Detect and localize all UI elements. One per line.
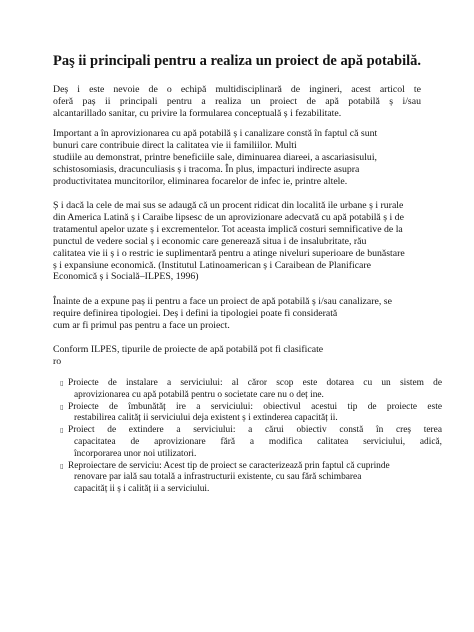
text-line: Deș i este nevoie de o echipă multidisciplinară de ingineri, acest articol te [53, 84, 421, 95]
paragraph-intro [53, 84, 421, 120]
paragraph-classification [53, 344, 421, 368]
paragraph-importance [53, 128, 421, 188]
text-line: încorporarea unor noi utilizatori. [74, 448, 197, 459]
text-line: Economică ș i Socială–ILPES, 1996) [53, 271, 199, 283]
list-item [60, 378, 442, 401]
text-line: Important a în aprovizionarea cu apă potabilă ș i canalizare constă în faptul că sunt [53, 128, 378, 139]
bullet-icon: ▯ [60, 402, 64, 411]
text-line: punctul de vedere social ș i economic care generează situa i de insalubritate, rău [53, 235, 367, 247]
text-line: Ș i dacă la cele de mai sus se adaugă că un procent ridicat din localită ile urbane ș i rurale [53, 200, 404, 211]
text-line: restabilirea calităț ii serviciului deja existent ș i extinderea capacităț ii. [74, 413, 338, 424]
text-line: renovare par ială sau totală a infrastructurii existente, cu sau fără schimbarea [74, 472, 362, 483]
list-item [60, 461, 442, 496]
text-line: studiile au demonstrat, printre beneficiile sale, diminuarea diareei, a ascariasisului, [53, 151, 377, 163]
project-types-list [60, 378, 442, 496]
text-line: calitatea vie ii ș i o restric ie suplimentară pentru a atinge niveluri superioare de bunăstare [53, 247, 405, 259]
paragraph-typology [53, 296, 421, 332]
text-line: require definirea tipologiei. Deș i defini ia tipologiei poate fi considerată [53, 307, 338, 319]
document-title: Paş ii principali pentru a realiza un proiect de apă potabilă. [53, 53, 422, 69]
text-line: alcantarillado sanitar, cu privire la formularea conceptuală ș i fezabilitate. [53, 107, 342, 119]
text-line: bunuri care contribuie direct la calitatea vie ii familiilor. Multi [53, 139, 297, 151]
text-line: din America Latină ș i Caraibe lipsesc de un aprovizionare adecvată cu apă potabilă ș i de [53, 211, 404, 223]
text-line: oferă paș ii principali pentru a realiza un proiect de apă potabilă ș i/sau [53, 95, 421, 107]
text-line: Conform ILPES, tipurile de proiecte de apă potabilă pot fi clasificate [53, 344, 324, 355]
text-line: productivitatea muncitorilor, eliminarea focarelor de infec ie, printre altele. [53, 175, 348, 187]
text-line: Proiecte de îmbunătăț ire a serviciului: obiectivul acestui tip de proiecte este [68, 401, 442, 412]
text-line: Reproiectare de serviciu: Acest tip de proiect se caracterizează prin faptul că cuprinde [68, 460, 390, 471]
list-item [60, 402, 442, 425]
text-line: Proiect de extindere a serviciului: a cărui obiectiv constă în creș terea [68, 425, 442, 436]
paragraph-context [53, 200, 421, 283]
text-line: schistosomiasis, dracunculiasis ș i tracoma. În plus, impacturi indirecte asupra [53, 163, 360, 175]
text-line: ș i expansiune economică. (Institutul Latinoamerican ș i Caraibean de Planificare [53, 259, 372, 271]
text-line: capacitatea de aprovizionare fără a modifica calitatea serviciului, adică, [74, 436, 442, 447]
text-line: Proiecte de instalare a serviciului: al căror scop este dotarea cu un sistem de [68, 378, 442, 388]
bullet-icon: ▯ [60, 461, 64, 470]
text-line: tratamentul apelor uzate ș i excrementelor. Tot aceasta implică costuri semnificative de la [53, 223, 403, 235]
list-item [60, 425, 442, 460]
text-line: Înainte de a expune paș ii pentru a face un proiect de apă potabilă ș i/sau canalizare, se [53, 296, 392, 307]
text-line: ro [53, 355, 62, 367]
text-line: aprovizionarea cu apă potabilă pentru o societate care nu o deț ine. [74, 389, 324, 400]
text-line: capacităț ii ș i calităț ii a serviciului. [74, 483, 210, 494]
bullet-icon: ▯ [60, 426, 64, 435]
text-line: cum ar fi primul pas pentru a face un proiect. [53, 319, 230, 331]
bullet-icon: ▯ [60, 379, 64, 387]
